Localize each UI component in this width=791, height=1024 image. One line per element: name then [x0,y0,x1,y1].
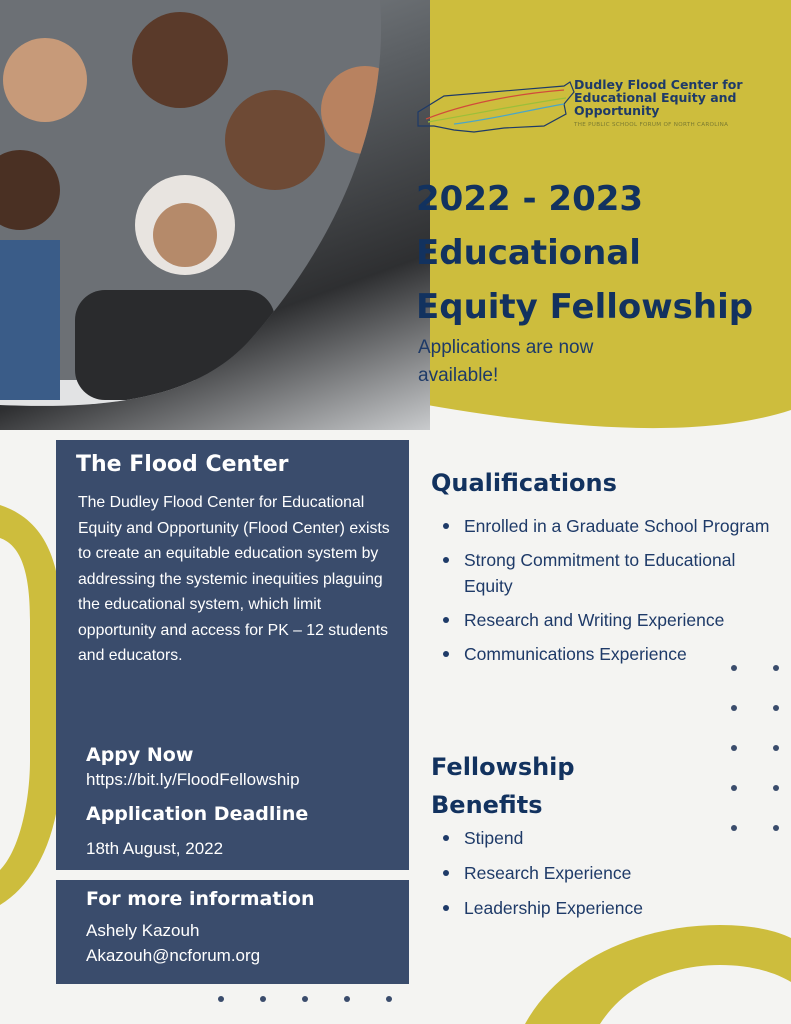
dot [731,785,737,791]
list-item: Leadership Experience [431,895,771,921]
list-item: Strong Commitment to Educational Equity [431,547,771,599]
title-line-3: Equity Fellowship [416,287,754,327]
flood-center-panel [56,440,409,870]
page-subtitle: Applications are now available! [418,337,594,386]
dot [731,745,737,751]
title-line-1: 2022 - 2023 [416,179,644,219]
group-photo-image [0,0,430,430]
benefits-title: Fellowship Benefits [431,753,575,819]
dot [218,996,224,1002]
dot [302,996,308,1002]
group-photo [0,0,430,430]
contact-panel [56,880,409,984]
dot [773,745,779,751]
dot [731,665,737,671]
deadline-date: 18th August, 2022 [86,839,224,858]
list-item: Research Experience [431,860,771,886]
list-item: Research and Writing Experience [431,607,771,633]
flood-center-title: The Flood Center [76,452,289,477]
list-item: Enrolled in a Graduate School Program [431,513,771,539]
apply-now-title: Appy Now [86,744,194,766]
logo [574,78,784,128]
dot [731,825,737,831]
dot [773,785,779,791]
dot [773,665,779,671]
logo-subtitle: THE PUBLIC SCHOOL FORUM OF NORTH CAROLINA [574,122,729,128]
dot [773,825,779,831]
apply-link[interactable]: https://bit.ly/FloodFellowship [86,770,300,789]
title-line-2: Educational [416,233,641,273]
contact-title: For more information [86,888,315,910]
left-arc-shape [0,505,62,905]
dot [260,996,266,1002]
logo-name-line3: Opportunity [574,103,660,118]
benefits-list [431,825,771,930]
flood-center-description: The Dudley Flood Center for Educational Equity and Opportunity (Flood Center) exists to create an equitable education system by addressing the systemic inequities plaguing the educational system, which limit opportunity and access for PK – 12 students and educators. [78,494,390,664]
page-title [416,172,786,334]
contact-name: Ashely Kazouh [86,921,200,940]
qualifications-list [431,513,771,675]
qualifications-title: Qualifications [431,469,617,497]
dot [731,705,737,711]
contact-email[interactable]: Akazouh@ncforum.org [86,946,261,965]
dot [773,705,779,711]
dot [386,996,392,1002]
list-item: Communications Experience [431,641,771,667]
logo-name-line1: Dudley Flood Center for [574,77,743,92]
logo-name-line2: Educational Equity and [574,90,737,105]
list-item: Stipend [431,825,771,851]
dot [344,996,350,1002]
deadline-title: Application Deadline [86,803,309,825]
